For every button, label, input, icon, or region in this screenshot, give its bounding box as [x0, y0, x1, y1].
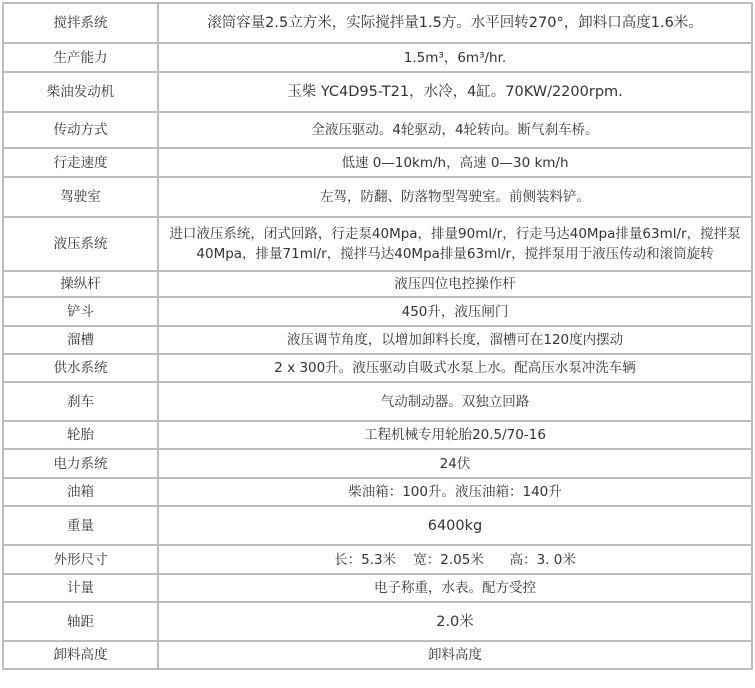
- row-value: 柴油箱：100升。液压油箱：140升: [158, 478, 752, 506]
- row-value: 2 x 300升。液压驱动自吸式水泵上水。配高压水泵冲洗车辆: [158, 354, 752, 382]
- row-value: 24伏: [158, 449, 752, 478]
- table-row: [3, 271, 752, 297]
- table-row: [3, 382, 752, 421]
- row-label: 轴距: [3, 602, 158, 641]
- table-row: [3, 72, 752, 112]
- row-label: 生产能力: [3, 43, 158, 72]
- table-row: [3, 112, 752, 148]
- row-label: 外形尺寸: [3, 545, 158, 574]
- table-row: [3, 478, 752, 506]
- row-label: 轮胎: [3, 421, 158, 449]
- row-value: 工程机械专用轮胎20.5/70-16: [158, 421, 752, 449]
- row-value: 电子称重，水表。配方受控: [158, 574, 752, 602]
- table-row: [3, 177, 752, 217]
- row-label: 行走速度: [3, 148, 158, 177]
- row-value: 液压调节角度，以增加卸料长度，溜槽可在120度内摆动: [158, 326, 752, 354]
- row-value: 卸料高度: [158, 641, 752, 669]
- row-label: 传动方式: [3, 112, 158, 148]
- table-row: [3, 574, 752, 602]
- row-value: 全液压驱动。4轮驱动，4轮转向。断气刹车桥。: [158, 112, 752, 148]
- table-row: [3, 449, 752, 478]
- row-value: 玉柴 YC4D95-T21，水冷，4缸。70KW/2200rpm.: [158, 72, 752, 112]
- row-label: 铲斗: [3, 297, 158, 326]
- table-row: [3, 326, 752, 354]
- row-label: 电力系统: [3, 449, 158, 478]
- table-row: [3, 641, 752, 669]
- table-row: [3, 545, 752, 574]
- row-value: 滚筒容量2.5立方米，实际搅拌量1.5方。水平回转270°，卸料口高度1.6米。: [158, 3, 752, 43]
- table-row: [3, 43, 752, 72]
- row-label: 供水系统: [3, 354, 158, 382]
- table-row: [3, 602, 752, 641]
- row-value: 进口液压系统，闭式回路，行走泵40Mpa，排量90ml/r，行走马达40Mpa排量63ml/r，搅拌泵40Mpa，排量71ml/r，搅拌马达40Mpa排量63ml/r，搅拌泵用于液压传动和滚筒旋转: [158, 217, 752, 271]
- row-label: 重量: [3, 506, 158, 545]
- row-value: 6400kg: [158, 506, 752, 545]
- table-row: [3, 148, 752, 177]
- table-row: [3, 421, 752, 449]
- row-value: 450升，液压闸门: [158, 297, 752, 326]
- row-value: 2.0米: [158, 602, 752, 641]
- table-row: [3, 506, 752, 545]
- row-label: 柴油发动机: [3, 72, 158, 112]
- row-label: 搅拌系统: [3, 3, 158, 43]
- row-value: 左驾，防翻、防落物型驾驶室。前侧装料铲。: [158, 177, 752, 217]
- row-value: 1.5m³，6m³/hr.: [158, 43, 752, 72]
- row-label: 驾驶室: [3, 177, 158, 217]
- row-value: 液压四位电控操作杆: [158, 271, 752, 297]
- row-label: 卸料高度: [3, 641, 158, 669]
- spec-table: [2, 2, 753, 670]
- table-row: [3, 354, 752, 382]
- row-label: 溜槽: [3, 326, 158, 354]
- row-label: 计量: [3, 574, 158, 602]
- row-label: 刹车: [3, 382, 158, 421]
- row-label: 油箱: [3, 478, 158, 506]
- table-row: [3, 3, 752, 43]
- table-row: [3, 297, 752, 326]
- row-label: 操纵杆: [3, 271, 158, 297]
- row-value: 长：5.3米 宽：2.05米 高：3. 0米: [158, 545, 752, 574]
- table-row: [3, 217, 752, 271]
- row-value: 气动制动器。双独立回路: [158, 382, 752, 421]
- row-label: 液压系统: [3, 217, 158, 271]
- row-value: 低速 0—10km/h，高速 0—30 km/h: [158, 148, 752, 177]
